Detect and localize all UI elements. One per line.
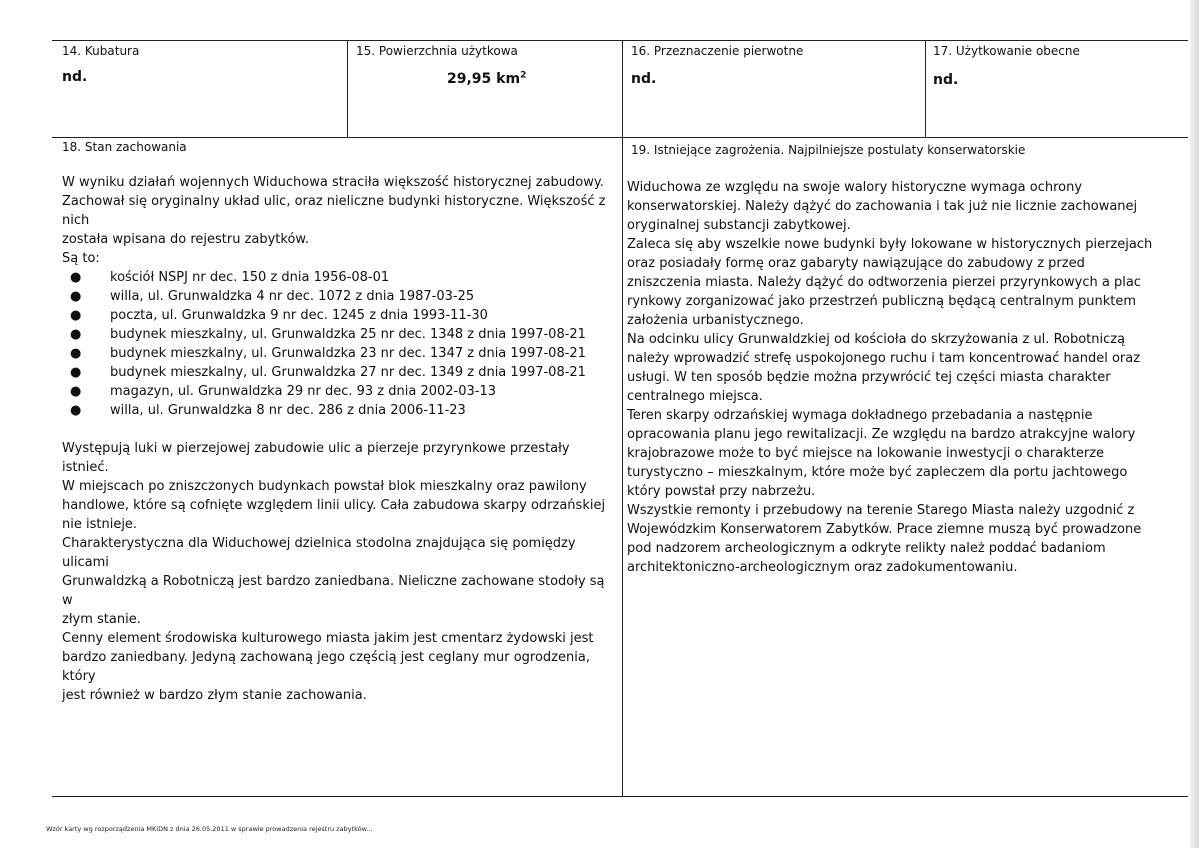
bullet-icon: ● [70, 327, 82, 342]
column-divider-2 [622, 40, 623, 796]
powierzchnia-value [447, 71, 526, 87]
text-line: W wyniku działań wojennych Widuchowa straciła większość historycznej zabudowy. [62, 175, 604, 190]
list-item: ● willa, ul. Grunwaldzka 8 nr dec. 286 z dnia 2006-11-23 [70, 403, 466, 418]
text-line: Widuchowa ze względu na swoje walory historyczne wymaga ochrony [627, 180, 1083, 195]
uzytkowanie-value: nd. [933, 72, 959, 88]
text-line: usługi. W ten sposób będzie można przywrócić tej części miasta charakter [627, 370, 1111, 385]
zagrozenia-label: 19. Istniejące zagrożenia. Najpilniejsze postulaty konserwatorskie [631, 143, 1026, 157]
text-line: Występują luki w pierzejowej zabudowie ulic a pierzeje przyrynkowe przestały istnieć. [62, 441, 570, 475]
text-line: krajobrazowe może to być miejsce na lokowanie inwestycji o charakterze [627, 446, 1105, 461]
text-line: architektoniczno-archeologicznym oraz zadokumentowaniu. [627, 560, 1018, 575]
text-line: Zaleca się aby wszelkie nowe budynki były lokowane w historycznych pierzejach [627, 237, 1153, 252]
text-line: handlowe, które są cofnięte względem linii ulicy. Cała zabudowa skarpy odrzańskiej [62, 498, 606, 513]
column-divider-1 [347, 40, 348, 137]
text-line: bardzo zaniedbany. Jedyną zachowaną jego częścią jest ceglany mur ogrodzenia, który [62, 650, 590, 684]
text-line: zniszczenia miasta. Należy dążyć do odtworzenia pierzei przyrynkowych a plac [627, 275, 1141, 290]
text-line: oraz posiadały formę oraz gabaryty nawiązujące do zabudowy z przed [627, 256, 1085, 271]
stan-zachowania-text [62, 173, 618, 705]
powierzchnia-label: 15. Powierzchnia użytkowa [356, 44, 518, 58]
text-line: Wszystkie remonty i przebudowy na terenie Starego Miasta należy uzgodnić z [627, 503, 1135, 518]
kubatura-value: nd. [62, 69, 88, 85]
column-divider-3 [925, 40, 926, 137]
monument-list [62, 268, 618, 420]
bullet-icon: ● [70, 384, 82, 399]
bullet-icon: ● [70, 346, 82, 361]
text-line: który powstał przy nabrzeżu. [627, 484, 816, 499]
bullet-icon: ● [70, 270, 82, 285]
text-line: centralnego miejsca. [627, 389, 763, 404]
bullet-icon: ● [70, 308, 82, 323]
text-line: jest również w bardzo złym stanie zachowania. [62, 688, 367, 703]
list-item: ● poczta, ul. Grunwaldzka 9 nr dec. 1245 z dnia 1993-11-30 [70, 308, 488, 323]
bullet-icon: ● [70, 403, 82, 418]
text-line: Zachował się oryginalny układ ulic, oraz nieliczne budynki historyczne. Większość z nich [62, 194, 606, 228]
bullet-icon: ● [70, 289, 82, 304]
przeznaczenie-value: nd. [631, 71, 657, 87]
table-bottom-border [52, 796, 1188, 797]
stan-zachowania-label: 18. Stan zachowania [62, 140, 187, 154]
text-line: opracowania planu jego rewitalizacji. Ze względu na bardzo atrakcyjne walory [627, 427, 1136, 442]
text-line: Charakterystyczna dla Widuchowej dzielnica stodolna znajdująca się pomiędzy ulicami [62, 536, 576, 570]
text-line: Są to: [62, 251, 100, 266]
row-divider [52, 137, 1188, 138]
text-line: nie istnieje. [62, 517, 138, 532]
powierzchnia-unit-exponent: 2 [520, 70, 527, 81]
uzytkowanie-label: 17. Użytkowanie obecne [933, 44, 1080, 58]
text-line: założenia urbanistycznego. [627, 313, 804, 328]
page-edge-shadow [1190, 0, 1199, 848]
text-line: Teren skarpy odrzańskiej wymaga dokładnego przebadania a następnie [627, 408, 1093, 423]
table-top-border [52, 40, 1188, 41]
kubatura-label: 14. Kubatura [62, 44, 140, 58]
text-line: Wojewódzkim Konserwatorem Zabytków. Prace ziemne muszą być prowadzone [627, 522, 1142, 537]
list-item: ● budynek mieszkalny, ul. Grunwaldzka 25 nr dec. 1348 z dnia 1997-08-21 [70, 327, 586, 342]
list-item: ● willa, ul. Grunwaldzka 4 nr dec. 1072 z dnia 1987-03-25 [70, 289, 475, 304]
powierzchnia-number: 29,95 km [447, 71, 521, 87]
text-line: Grunwaldzką a Robotniczą jest bardzo zaniedbana. Nieliczne zachowane stodoły są w [62, 574, 605, 608]
text-line: Cenny element środowiska kulturowego miasta jakim jest cmentarz żydowski jest [62, 631, 594, 646]
text-line: Na odcinku ulicy Grunwaldzkiej od kościoła do skrzyżowania z ul. Robotniczą [627, 332, 1126, 347]
text-line: pod nadzorem archeologicznym a odkryte relikty należ poddać badaniom [627, 541, 1106, 556]
text-line: złym stanie. [62, 612, 141, 627]
list-item: ● budynek mieszkalny, ul. Grunwaldzka 27 nr dec. 1349 z dnia 1997-08-21 [70, 365, 586, 380]
footer-note: Wzór karty wg rozporządzenia MKiDN z dnia 26.05.2011 w sprawie prowadzenia rejestru zabytków... [46, 825, 373, 833]
text-line: turystyczno – mieszkalnym, które może być zapleczem dla portu jachtowego [627, 465, 1128, 480]
list-item: ● kościół NSPJ nr dec. 150 z dnia 1956-08-01 [70, 270, 390, 285]
bullet-icon: ● [70, 365, 82, 380]
list-item: ● budynek mieszkalny, ul. Grunwaldzka 23 nr dec. 1347 z dnia 1997-08-21 [70, 346, 586, 361]
text-line: rynkowy zorganizować jako przestrzeń publiczną będącą centralnym punktem [627, 294, 1137, 309]
list-item: ● magazyn, ul. Grunwaldzka 29 nr dec. 93 z dnia 2002-03-13 [70, 384, 497, 399]
zagrozenia-text [627, 178, 1183, 577]
przeznaczenie-label: 16. Przeznaczenie pierwotne [631, 44, 804, 58]
text-line: oryginalnej substancji zabytkowej. [627, 218, 851, 233]
text-line: konserwatorskiej. Należy dążyć do zachowania i tak już nie licznie zachowanej [627, 199, 1138, 214]
text-line: W miejscach po zniszczonych budynkach powstał blok mieszkalny oraz pawilony [62, 479, 587, 494]
text-line: została wpisana do rejestru zabytków. [62, 232, 309, 247]
text-line: należy wprowadzić strefę uspokojonego ruchu i tam koncentrować handel oraz [627, 351, 1141, 366]
